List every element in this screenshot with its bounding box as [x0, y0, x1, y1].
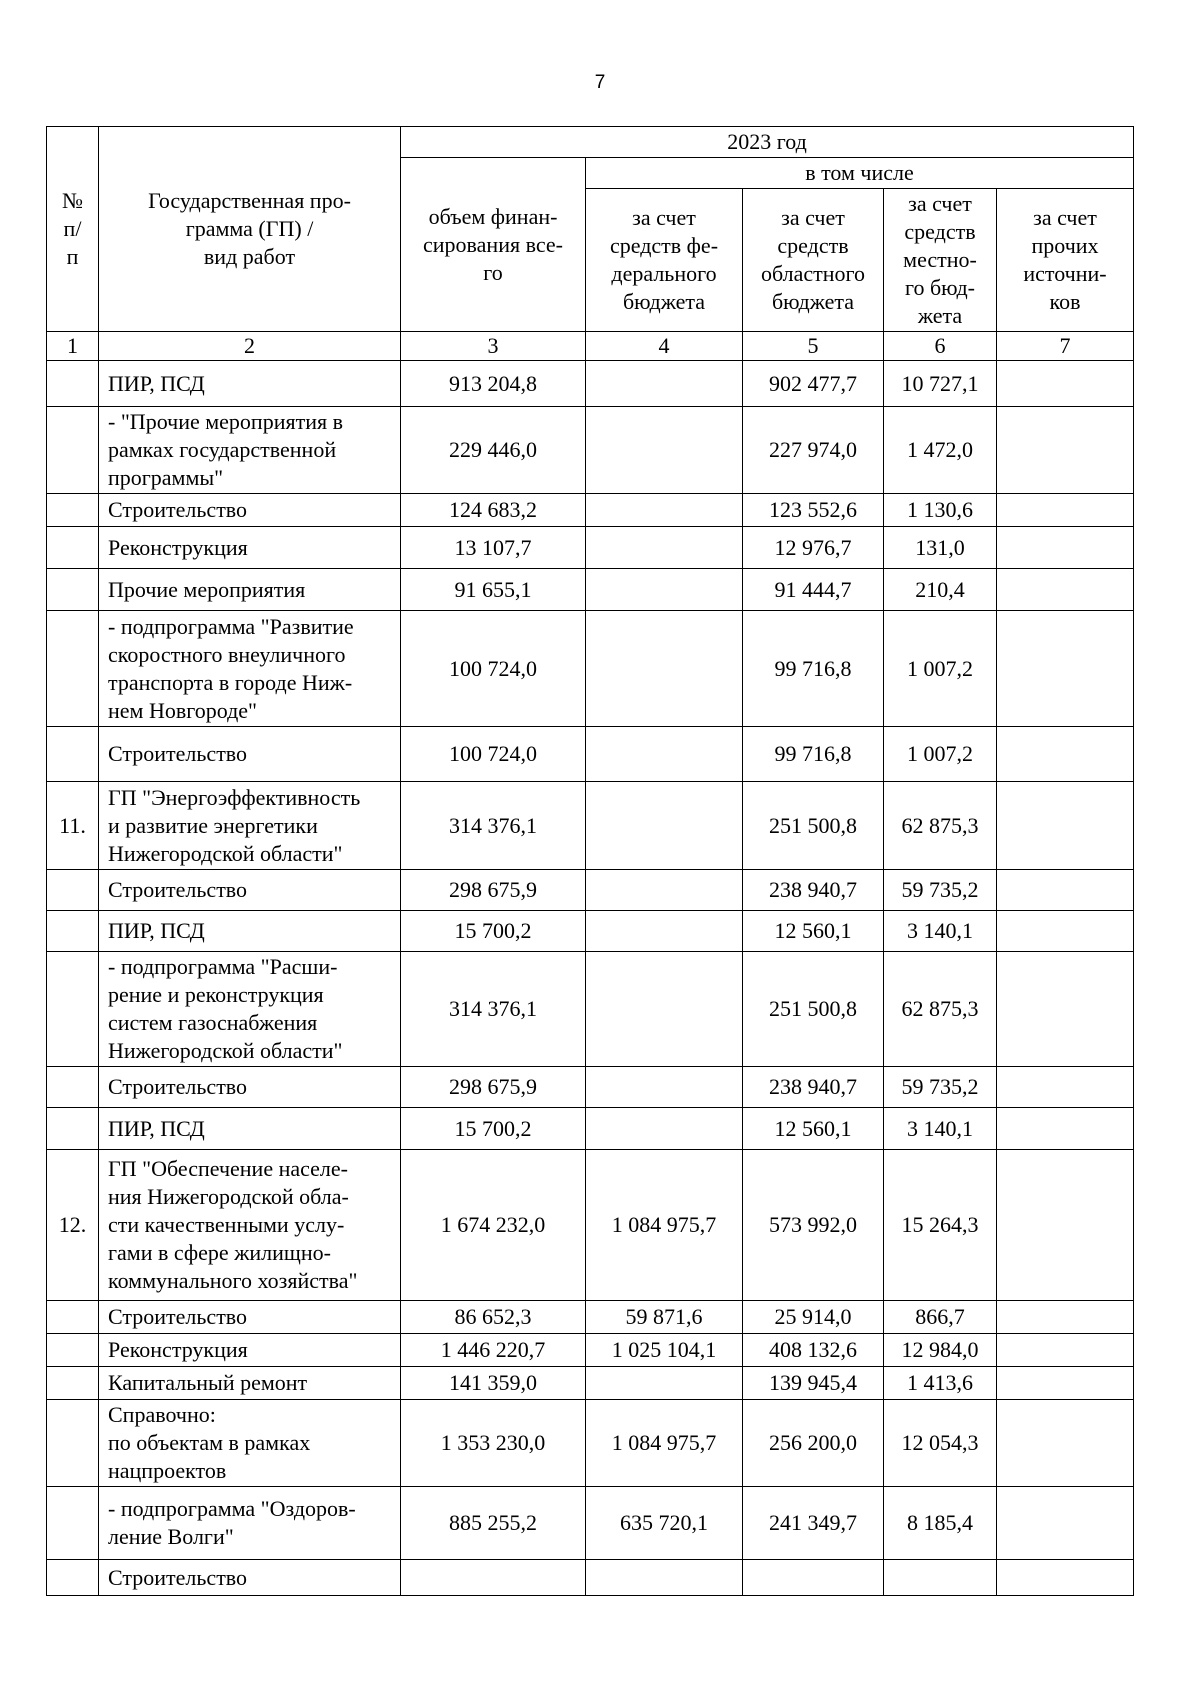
header-col-program: Государственная про- грамма (ГП) / вид работ [99, 127, 401, 332]
row-number-cell [47, 870, 99, 911]
table-row [47, 1108, 1134, 1150]
total-funding-cell: 100 724,0 [401, 611, 586, 727]
row-number-cell [47, 611, 99, 727]
federal-budget-cell [586, 952, 743, 1067]
local-budget-cell: 12 984,0 [884, 1334, 997, 1367]
federal-budget-cell [586, 1067, 743, 1108]
row-number-cell [47, 1560, 99, 1596]
local-budget-cell: 1 472,0 [884, 407, 997, 494]
regional-budget-cell [743, 1560, 884, 1596]
total-funding-cell: 124 683,2 [401, 494, 586, 527]
other-sources-cell [997, 1301, 1134, 1334]
program-name-cell: - "Прочие мероприятия в рамках государственной программы" [99, 407, 401, 494]
row-number-cell [47, 527, 99, 569]
column-number-row [47, 332, 1134, 361]
other-sources-cell [997, 1108, 1134, 1150]
regional-budget-cell: 25 914,0 [743, 1301, 884, 1334]
column-number: 3 [401, 332, 586, 361]
federal-budget-cell [586, 782, 743, 870]
program-name-cell: Реконструкция [99, 1334, 401, 1367]
total-funding-cell: 229 446,0 [401, 407, 586, 494]
table-row [47, 1150, 1134, 1301]
row-number-cell [47, 1367, 99, 1400]
program-name-cell: Строительство [99, 870, 401, 911]
local-budget-cell: 3 140,1 [884, 911, 997, 952]
row-number-cell [47, 494, 99, 527]
regional-budget-cell: 12 560,1 [743, 911, 884, 952]
row-number-cell: 11. [47, 782, 99, 870]
total-funding-cell: 15 700,2 [401, 911, 586, 952]
other-sources-cell [997, 611, 1134, 727]
program-name-cell: - подпрограмма "Расши- рение и реконструкция систем газоснабжения Нижегородской области" [99, 952, 401, 1067]
program-name-cell: Справочно: по объектам в рамках нацпроектов [99, 1400, 401, 1487]
program-name-cell: Строительство [99, 494, 401, 527]
other-sources-cell [997, 727, 1134, 782]
local-budget-cell: 3 140,1 [884, 1108, 997, 1150]
other-sources-cell [997, 407, 1134, 494]
other-sources-cell [997, 1334, 1134, 1367]
local-budget-cell [884, 1560, 997, 1596]
table-row [47, 870, 1134, 911]
federal-budget-cell: 635 720,1 [586, 1487, 743, 1560]
local-budget-cell: 62 875,3 [884, 782, 997, 870]
regional-budget-cell: 902 477,7 [743, 361, 884, 407]
federal-budget-cell [586, 1560, 743, 1596]
column-number: 1 [47, 332, 99, 361]
table-row [47, 1560, 1134, 1596]
federal-budget-cell: 1 025 104,1 [586, 1334, 743, 1367]
program-name-cell: ПИР, ПСД [99, 1108, 401, 1150]
local-budget-cell: 210,4 [884, 569, 997, 611]
regional-budget-cell: 241 349,7 [743, 1487, 884, 1560]
row-number-cell [47, 1108, 99, 1150]
regional-budget-cell: 408 132,6 [743, 1334, 884, 1367]
program-name-cell: Строительство [99, 1560, 401, 1596]
table-body [47, 361, 1134, 1596]
table-row [47, 911, 1134, 952]
table-row [47, 1334, 1134, 1367]
federal-budget-cell [586, 407, 743, 494]
local-budget-cell: 1 413,6 [884, 1367, 997, 1400]
federal-budget-cell [586, 494, 743, 527]
regional-budget-cell: 12 976,7 [743, 527, 884, 569]
local-budget-cell: 10 727,1 [884, 361, 997, 407]
other-sources-cell [997, 782, 1134, 870]
row-number-cell [47, 1334, 99, 1367]
other-sources-cell [997, 911, 1134, 952]
header-including: в том числе [586, 158, 1134, 189]
local-budget-cell: 12 054,3 [884, 1400, 997, 1487]
column-number: 7 [997, 332, 1134, 361]
total-funding-cell: 314 376,1 [401, 952, 586, 1067]
program-name-cell: - подпрограмма "Оздоров- ление Волги" [99, 1487, 401, 1560]
local-budget-cell: 62 875,3 [884, 952, 997, 1067]
row-number-cell [47, 1067, 99, 1108]
federal-budget-cell [586, 911, 743, 952]
local-budget-cell: 15 264,3 [884, 1150, 997, 1301]
program-name-cell: Капитальный ремонт [99, 1367, 401, 1400]
federal-budget-cell: 59 871,6 [586, 1301, 743, 1334]
program-name-cell: Строительство [99, 1067, 401, 1108]
program-name-cell: Реконструкция [99, 527, 401, 569]
federal-budget-cell [586, 727, 743, 782]
total-funding-cell: 913 204,8 [401, 361, 586, 407]
regional-budget-cell: 251 500,8 [743, 952, 884, 1067]
program-name-cell: ГП "Энергоэффективность и развитие энергетики Нижегородской области" [99, 782, 401, 870]
program-name-cell: ПИР, ПСД [99, 911, 401, 952]
table-row [47, 1400, 1134, 1487]
regional-budget-cell: 123 552,6 [743, 494, 884, 527]
total-funding-cell [401, 1560, 586, 1596]
regional-budget-cell: 12 560,1 [743, 1108, 884, 1150]
program-name-cell: Строительство [99, 1301, 401, 1334]
row-number-cell [47, 1400, 99, 1487]
header-col-no: № п/ п [47, 127, 99, 332]
federal-budget-cell [586, 1367, 743, 1400]
regional-budget-cell: 238 940,7 [743, 1067, 884, 1108]
total-funding-cell: 141 359,0 [401, 1367, 586, 1400]
other-sources-cell [997, 361, 1134, 407]
local-budget-cell: 866,7 [884, 1301, 997, 1334]
other-sources-cell [997, 1487, 1134, 1560]
table-row [47, 727, 1134, 782]
total-funding-cell: 1 674 232,0 [401, 1150, 586, 1301]
local-budget-cell: 59 735,2 [884, 1067, 997, 1108]
federal-budget-cell [586, 870, 743, 911]
federal-budget-cell [586, 1108, 743, 1150]
row-number-cell [47, 361, 99, 407]
federal-budget-cell [586, 611, 743, 727]
row-number-cell [47, 727, 99, 782]
regional-budget-cell: 251 500,8 [743, 782, 884, 870]
row-number-cell [47, 952, 99, 1067]
table-row [47, 407, 1134, 494]
table-row [47, 361, 1134, 407]
other-sources-cell [997, 569, 1134, 611]
other-sources-cell [997, 870, 1134, 911]
federal-budget-cell [586, 361, 743, 407]
table-row [47, 952, 1134, 1067]
federal-budget-cell: 1 084 975,7 [586, 1400, 743, 1487]
regional-budget-cell: 238 940,7 [743, 870, 884, 911]
budget-table [46, 126, 1134, 1596]
table-row [47, 494, 1134, 527]
header-year: 2023 год [401, 127, 1134, 158]
row-number-cell: 12. [47, 1150, 99, 1301]
table-row [47, 1487, 1134, 1560]
total-funding-cell: 1 353 230,0 [401, 1400, 586, 1487]
total-funding-cell: 885 255,2 [401, 1487, 586, 1560]
other-sources-cell [997, 1067, 1134, 1108]
program-name-cell: ПИР, ПСД [99, 361, 401, 407]
other-sources-cell [997, 527, 1134, 569]
total-funding-cell: 86 652,3 [401, 1301, 586, 1334]
local-budget-cell: 59 735,2 [884, 870, 997, 911]
column-number: 2 [99, 332, 401, 361]
table-row [47, 782, 1134, 870]
regional-budget-cell: 256 200,0 [743, 1400, 884, 1487]
other-sources-cell [997, 494, 1134, 527]
table-row [47, 1067, 1134, 1108]
other-sources-cell [997, 1560, 1134, 1596]
regional-budget-cell: 227 974,0 [743, 407, 884, 494]
total-funding-cell: 100 724,0 [401, 727, 586, 782]
column-number: 6 [884, 332, 997, 361]
header-col-federal: за счет средств фе- дерального бюджета [586, 189, 743, 332]
header-col-total: объем финан- сирования все- го [401, 158, 586, 332]
federal-budget-cell: 1 084 975,7 [586, 1150, 743, 1301]
page-number: 7 [594, 72, 606, 93]
row-number-cell [47, 911, 99, 952]
row-number-cell [47, 1301, 99, 1334]
table-row [47, 1367, 1134, 1400]
header-col-regional: за счет средств областного бюджета [743, 189, 884, 332]
row-number-cell [47, 407, 99, 494]
table-header [47, 127, 1134, 361]
total-funding-cell: 1 446 220,7 [401, 1334, 586, 1367]
table-row [47, 569, 1134, 611]
header-col-local: за счет средств местно- го бюд- жета [884, 189, 997, 332]
column-number: 4 [586, 332, 743, 361]
table-row [47, 611, 1134, 727]
other-sources-cell [997, 952, 1134, 1067]
federal-budget-cell [586, 527, 743, 569]
local-budget-cell: 1 130,6 [884, 494, 997, 527]
header-col-other: за счет прочих источни- ков [997, 189, 1134, 332]
total-funding-cell: 91 655,1 [401, 569, 586, 611]
regional-budget-cell: 99 716,8 [743, 727, 884, 782]
total-funding-cell: 298 675,9 [401, 870, 586, 911]
other-sources-cell [997, 1367, 1134, 1400]
total-funding-cell: 298 675,9 [401, 1067, 586, 1108]
regional-budget-cell: 99 716,8 [743, 611, 884, 727]
other-sources-cell [997, 1400, 1134, 1487]
program-name-cell: - подпрограмма "Развитие скоростного внеуличного транспорта в городе Ниж- нем Новгороде" [99, 611, 401, 727]
total-funding-cell: 314 376,1 [401, 782, 586, 870]
local-budget-cell: 1 007,2 [884, 611, 997, 727]
row-number-cell [47, 1487, 99, 1560]
regional-budget-cell: 139 945,4 [743, 1367, 884, 1400]
row-number-cell [47, 569, 99, 611]
local-budget-cell: 1 007,2 [884, 727, 997, 782]
regional-budget-cell: 573 992,0 [743, 1150, 884, 1301]
total-funding-cell: 13 107,7 [401, 527, 586, 569]
local-budget-cell: 8 185,4 [884, 1487, 997, 1560]
column-number: 5 [743, 332, 884, 361]
federal-budget-cell [586, 569, 743, 611]
local-budget-cell: 131,0 [884, 527, 997, 569]
program-name-cell: Строительство [99, 727, 401, 782]
program-name-cell: Прочие мероприятия [99, 569, 401, 611]
total-funding-cell: 15 700,2 [401, 1108, 586, 1150]
other-sources-cell [997, 1150, 1134, 1301]
table-row [47, 527, 1134, 569]
program-name-cell: ГП "Обеспечение населе- ния Нижегородской обла- сти качественными услу- гами в сфере жилищно- коммунального хозяйства" [99, 1150, 401, 1301]
table-row [47, 1301, 1134, 1334]
regional-budget-cell: 91 444,7 [743, 569, 884, 611]
